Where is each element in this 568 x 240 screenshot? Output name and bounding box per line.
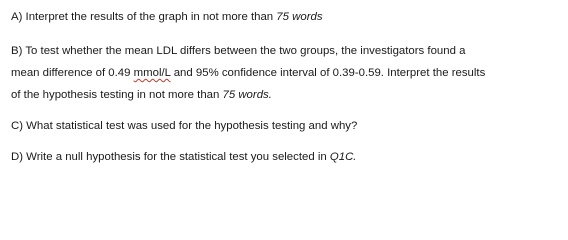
question-d xyxy=(11,150,356,164)
question-a xyxy=(11,10,323,24)
question-a-text: A) Interpret the results of the graph in not more than xyxy=(11,11,277,23)
question-d-text: D) Write a null hypothesis for the statistical test you selected in xyxy=(11,151,330,163)
question-b-unit: mmol/L xyxy=(133,67,171,79)
question-b-line-3-text: of the hypothesis testing in not more than xyxy=(11,89,223,101)
question-b-line-2 xyxy=(11,66,485,80)
question-b-line-1: B) To test whether the mean LDL differs between the two groups, the investigators found a xyxy=(11,45,466,57)
question-c: C) What statistical test was used for the hypothesis testing and why? xyxy=(11,120,358,132)
question-b-confidence-interval: and 95% confidence interval of 0.39-0.59. Interpret the results xyxy=(170,67,486,79)
question-b-word-limit: 75 words. xyxy=(222,89,272,101)
question-b-line-3 xyxy=(11,88,272,102)
question-b-mean-difference: mean difference of 0.49 xyxy=(11,67,134,79)
question-d-reference: Q1C. xyxy=(329,151,357,163)
question-a-word-limit: 75 words xyxy=(276,11,323,23)
